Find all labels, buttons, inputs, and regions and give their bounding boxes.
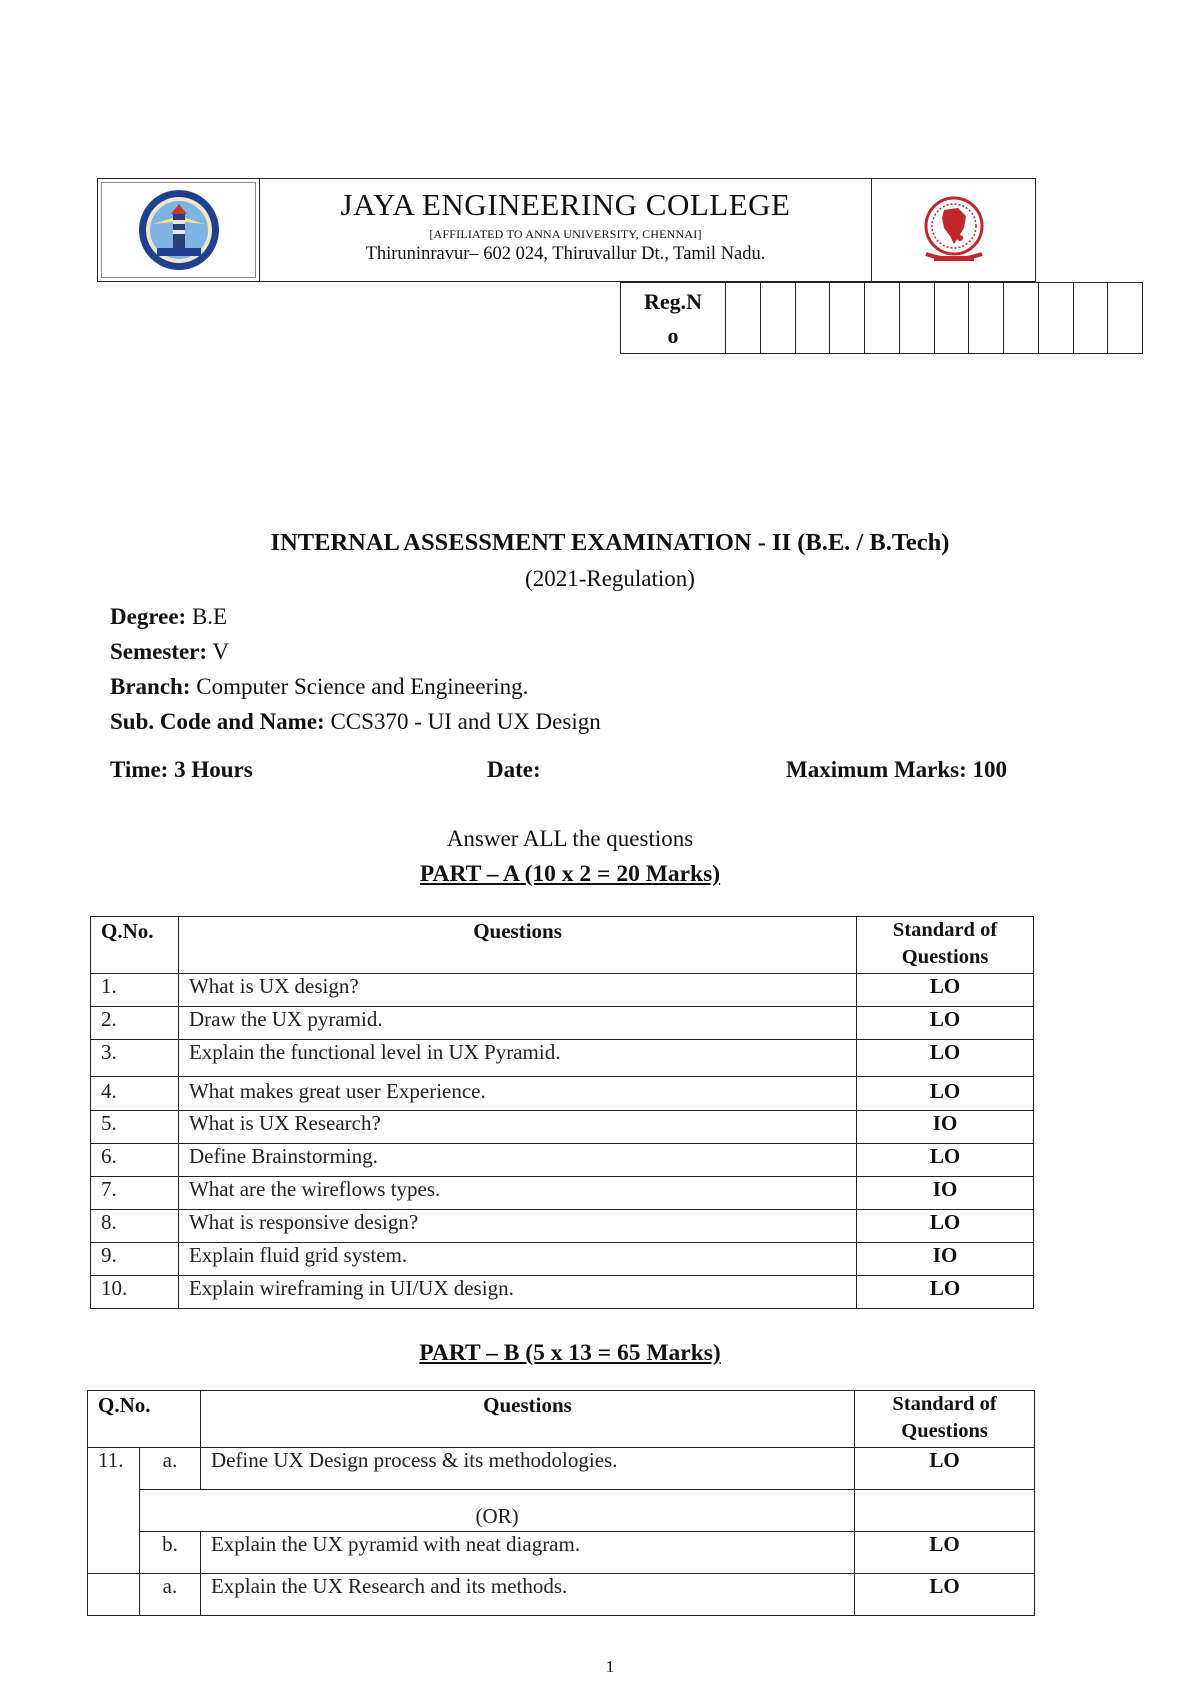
- college-header: [97, 178, 1036, 282]
- qno-cell: 7.: [91, 1177, 179, 1210]
- col-standard: [857, 917, 1034, 974]
- semester-line: [110, 634, 229, 669]
- question-cell: Explain fluid grid system.: [178, 1243, 856, 1276]
- qno-cell: 2.: [91, 1007, 179, 1040]
- standard-cell: LO: [857, 1007, 1034, 1040]
- standard-cell: LO: [855, 1574, 1035, 1616]
- qno-cell: 10.: [91, 1276, 179, 1309]
- col-standard-line2: Questions: [901, 946, 989, 968]
- table-row: [91, 1276, 1034, 1309]
- empty-cell: [855, 1490, 1035, 1532]
- max-marks: Maximum Marks: 100: [786, 757, 1008, 782]
- qno-cell: 8.: [91, 1210, 179, 1243]
- semester-label: Semester:: [110, 639, 208, 664]
- exam-time: Time: 3 Hours: [110, 757, 253, 782]
- table-row: [91, 1077, 1034, 1111]
- sub-cell: a.: [139, 1448, 200, 1490]
- standard-cell: IO: [857, 1111, 1034, 1144]
- subject-line: [110, 704, 601, 739]
- col-questions: Questions: [200, 1391, 854, 1448]
- table-header-row: [88, 1391, 1035, 1448]
- standard-cell: IO: [857, 1243, 1034, 1276]
- branch-label: Branch:: [110, 674, 191, 699]
- qno-cell: 5.: [91, 1111, 179, 1144]
- standard-cell: LO: [857, 1077, 1034, 1111]
- degree-value: B.E: [186, 604, 228, 629]
- sub-cell: a.: [139, 1574, 200, 1616]
- regno-label-line1: Reg.N: [643, 289, 703, 314]
- exam-title: INTERNAL ASSESSMENT EXAMINATION - II (B.E. / B.Tech): [270, 529, 950, 556]
- college-address: Thiruninravur– 602 024, Thiruvallur Dt., Tamil Nadu.: [365, 244, 766, 264]
- question-cell: What is responsive design?: [178, 1210, 856, 1243]
- right-logo-cell: [872, 179, 1035, 281]
- standard-cell: IO: [857, 1177, 1034, 1210]
- sub-cell: b.: [139, 1532, 200, 1574]
- semester-value: V: [207, 639, 230, 664]
- table-row: [91, 1040, 1034, 1077]
- question-cell: What are the wireflows types.: [178, 1177, 856, 1210]
- regulation: (2021-Regulation): [525, 566, 695, 591]
- standard-cell: LO: [855, 1448, 1035, 1490]
- degree-line: [110, 599, 227, 634]
- branch-value: Computer Science and Engineering.: [190, 674, 529, 699]
- question-cell: What is UX Research?: [178, 1111, 856, 1144]
- subject-value: CCS370 - UI and UX Design: [324, 709, 601, 734]
- table-row: [88, 1490, 1035, 1532]
- regno-box[interactable]: [1074, 283, 1109, 353]
- exam-date: Date:: [487, 757, 541, 782]
- question-cell: Explain the UX pyramid with neat diagram.: [200, 1532, 854, 1574]
- qno-cell: 9.: [91, 1243, 179, 1276]
- question-cell: What makes great user Experience.: [178, 1077, 856, 1111]
- col-qno: Q.No.: [88, 1391, 201, 1448]
- instruction: Answer ALL the questions: [446, 826, 694, 851]
- table-row: [91, 1243, 1034, 1276]
- regno-box[interactable]: [1004, 283, 1039, 353]
- standard-cell: LO: [857, 974, 1034, 1007]
- regno-label: [621, 283, 726, 353]
- question-cell: Define Brainstorming.: [178, 1144, 856, 1177]
- question-cell: Explain the UX Research and its methods.: [200, 1574, 854, 1616]
- regno-box[interactable]: [1039, 283, 1074, 353]
- table-row: [91, 1144, 1034, 1177]
- register-number-grid: [620, 282, 1143, 354]
- table-row: [88, 1574, 1035, 1616]
- subject-label: Sub. Code and Name:: [110, 709, 325, 734]
- or-cell: (OR): [139, 1490, 854, 1532]
- question-cell: Explain the functional level in UX Pyramid.: [178, 1040, 856, 1077]
- standard-cell: LO: [857, 1276, 1034, 1309]
- table-row: [88, 1448, 1035, 1490]
- col-standard-line2: Questions: [901, 1420, 988, 1442]
- regno-box[interactable]: [726, 283, 761, 353]
- india-emblem-icon: [914, 194, 994, 266]
- col-standard-line1: Standard of: [892, 919, 998, 941]
- regno-box[interactable]: [796, 283, 831, 353]
- qno-cell: 1.: [91, 974, 179, 1007]
- standard-cell: LO: [855, 1532, 1035, 1574]
- qno-cell: 6.: [91, 1144, 179, 1177]
- table-row: [91, 974, 1034, 1007]
- regno-box[interactable]: [935, 283, 970, 353]
- col-questions: Questions: [178, 917, 856, 974]
- part-a-heading: PART – A (10 x 2 = 20 Marks): [419, 861, 721, 887]
- col-qno: Q.No.: [91, 917, 179, 974]
- degree-label: Degree:: [110, 604, 187, 629]
- standard-cell: LO: [857, 1144, 1034, 1177]
- branch-line: [110, 669, 528, 704]
- question-cell: Explain wireframing in UI/UX design.: [178, 1276, 856, 1309]
- regno-label-line2: o: [667, 323, 679, 348]
- question-cell: Define UX Design process & its methodologies.: [200, 1448, 854, 1490]
- regno-box[interactable]: [865, 283, 900, 353]
- table-row: [91, 1007, 1034, 1040]
- standard-cell: LO: [857, 1040, 1034, 1077]
- regno-box[interactable]: [761, 283, 796, 353]
- college-name: JAYA ENGINEERING COLLEGE: [340, 187, 791, 222]
- part-b-heading: PART – B (5 x 13 = 65 Marks): [419, 1340, 721, 1366]
- left-logo-cell: [98, 179, 260, 281]
- question-cell: Draw the UX pyramid.: [178, 1007, 856, 1040]
- table-row: [91, 1177, 1034, 1210]
- qno-cell: 3.: [91, 1040, 179, 1077]
- qno-cell: 11.: [88, 1448, 140, 1574]
- regno-box[interactable]: [830, 283, 865, 353]
- affiliation: [AFFILIATED TO ANNA UNIVERSITY, CHENNAI]: [429, 227, 702, 241]
- part-b-table: [87, 1390, 1035, 1616]
- table-row: [88, 1532, 1035, 1574]
- table-row: [91, 1111, 1034, 1144]
- col-standard: [855, 1391, 1035, 1448]
- regno-box[interactable]: [969, 283, 1004, 353]
- college-info: [260, 179, 872, 281]
- part-a-table: [90, 916, 1034, 1309]
- qno-cell: [88, 1574, 140, 1616]
- table-header-row: [91, 917, 1034, 974]
- page-number: 1: [605, 1657, 615, 1676]
- question-cell: What is UX design?: [178, 974, 856, 1007]
- col-standard-line1: Standard of: [892, 1393, 997, 1415]
- table-row: [91, 1210, 1034, 1243]
- regno-box[interactable]: [1108, 283, 1142, 353]
- qno-cell: 4.: [91, 1077, 179, 1111]
- regno-box[interactable]: [900, 283, 935, 353]
- standard-cell: LO: [857, 1210, 1034, 1243]
